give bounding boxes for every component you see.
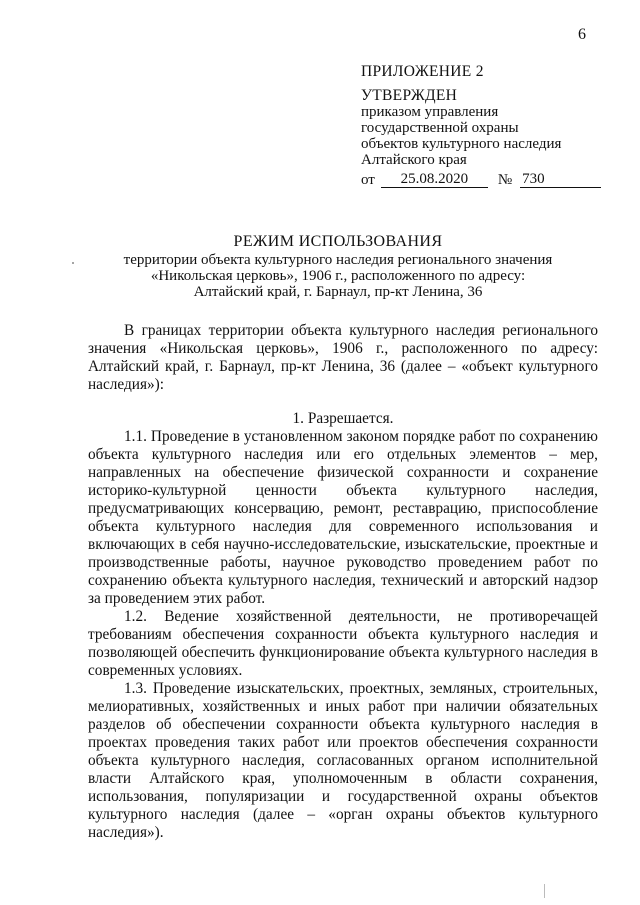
document-body bbox=[88, 322, 598, 842]
approved-label: УТВЕРЖДЕН bbox=[361, 87, 458, 104]
approval-line: приказом управления bbox=[361, 104, 499, 120]
approval-stamp-block bbox=[361, 64, 601, 188]
clause-paragraph: 1.2. Ведение хозяйственной деятельности, не противоречащей требованиям обеспечения сохранности объекта культурного наследия и позволяющей обеспечить функционирование объекта культурного наследия в современных условиях. bbox=[88, 608, 598, 679]
order-date: 25.08.2020 bbox=[381, 171, 488, 188]
document-title-block bbox=[100, 234, 576, 300]
appendix-title: ПРИЛОЖЕНИЕ 2 bbox=[361, 63, 484, 80]
approval-line: Алтайского края bbox=[361, 152, 467, 168]
document-subtitle-line: «Никольская церковь», 1906 г., расположенного по адресу: bbox=[150, 268, 526, 284]
scan-speck bbox=[72, 262, 74, 264]
clause-paragraph: 1.3. Проведение изыскательских, проектных, земляных, строительных, мелиоративных, хозяйственных и иных работ при наличии обязательных разделов об обеспечении сохранности объекта культурного наследия в проектах проведения таких работ или проектов обеспечения сохранности объекта культурного наследия, согласованных органом исполнительной власти Алтайского края, уполномоченным в области сохранения, использования, популяризации и государственной охраны объектов культурного наследия (далее – «орган охраны объектов культурного наследия»). bbox=[88, 680, 598, 841]
order-number: 730 bbox=[520, 171, 601, 188]
intro-paragraph: В границах территории объекта культурного наследия регионального значения «Никольская церковь», 1906 г., расположенного по адресу: Алтайский край, г. Барнаул, пр-кт Ленина, 36 (далее – «объект культурного наследия»): bbox=[88, 322, 598, 393]
clause-paragraph: 1.1. Проведение в установленном законом порядке работ по сохранению объекта культурного наследия или его отдельных элементов – мер, направленных на обеспечение физической сохранности и сохранение историко-культурной ценности объекта культурного наследия, предусматривающих консервацию, ремонт, реставрацию, приспособление объекта культурного наследия для современного использования и включающих в себя научно-исследовательские, изыскательские, проектные и производственные работы, научное руководство проведением работ по сохранению объекта культурного наследия, технический и авторский надзор за проведением этих работ. bbox=[88, 428, 598, 607]
date-label: от bbox=[361, 172, 375, 188]
page-number: 6 bbox=[578, 26, 586, 43]
approval-line: объектов культурного наследия bbox=[361, 136, 562, 152]
document-title: РЕЖИМ ИСПОЛЬЗОВАНИЯ bbox=[233, 233, 443, 250]
document-subtitle-line: Алтайский край, г. Барнаул, пр-кт Ленина, 36 bbox=[193, 284, 483, 300]
approval-line: государственной охраны bbox=[361, 120, 519, 136]
order-date-number bbox=[361, 171, 601, 188]
section-heading: 1. Разрешается. bbox=[292, 410, 394, 427]
scan-margin-mark bbox=[544, 884, 545, 898]
document-subtitle-line: территории объекта культурного наследия регионального значения bbox=[123, 252, 553, 268]
number-label: № bbox=[497, 172, 513, 188]
